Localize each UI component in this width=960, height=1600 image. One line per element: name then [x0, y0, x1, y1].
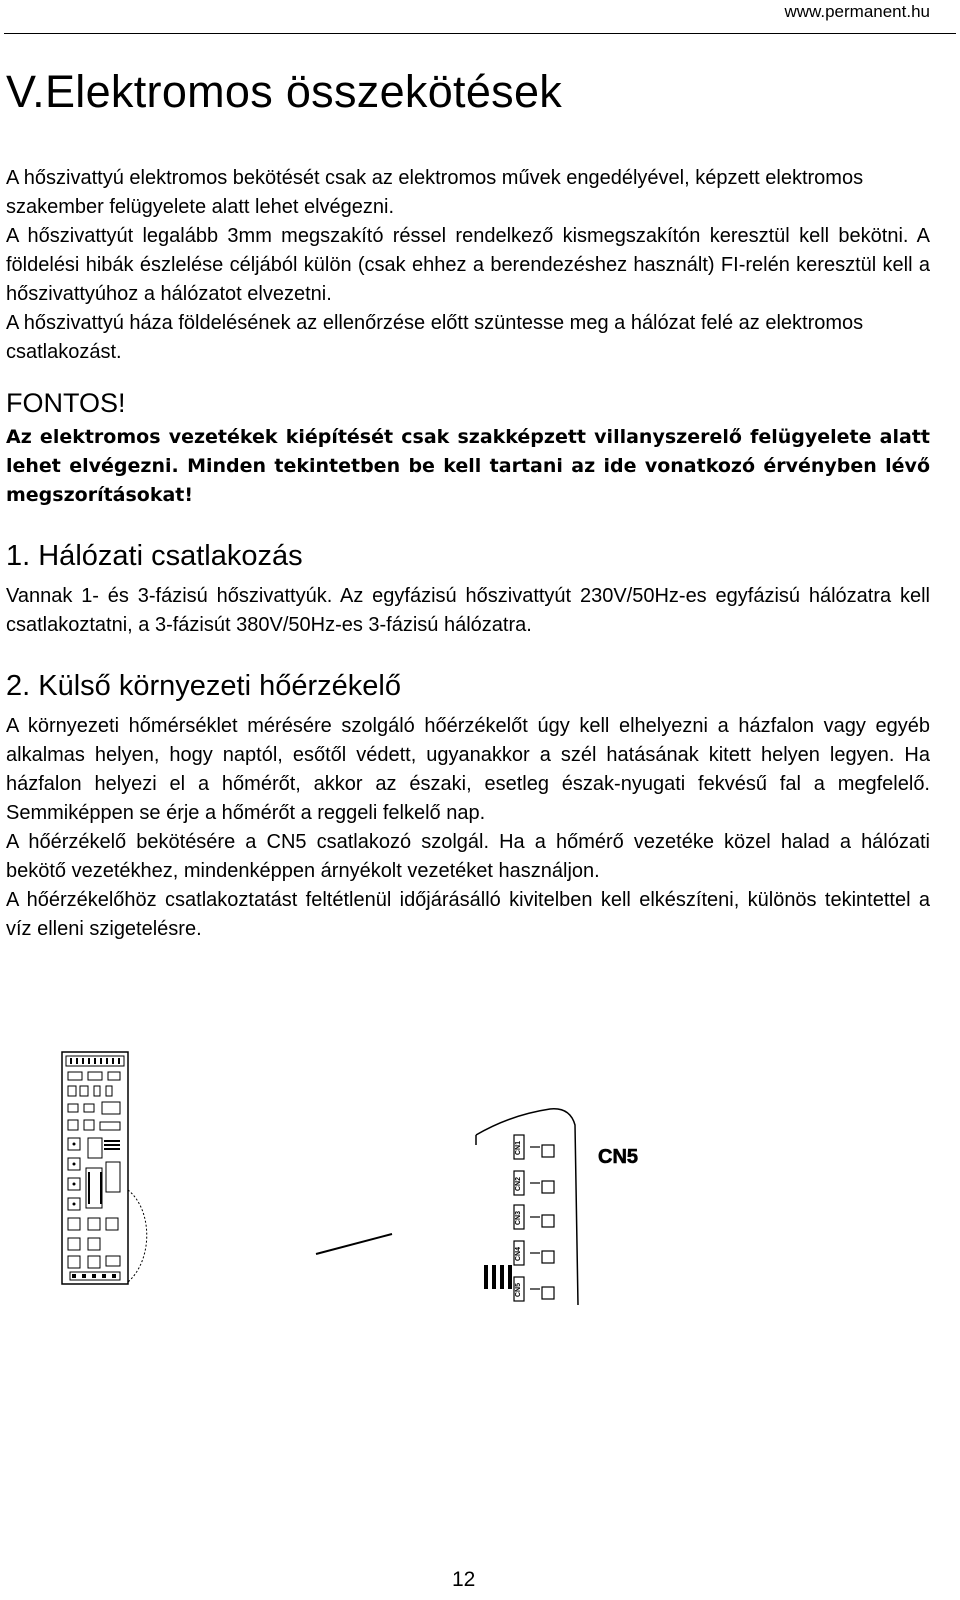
warning-text: Az elektromos vezetékek kiépítését csak szakképzett villanyszerelő felügyelete alatt lehet elvégezni. Minden tekintetben be kell tartani az ide vonatkozó érvényben lévő megszorításokat! [6, 426, 930, 506]
section-1-title: 1. Hálózati csatlakozás [6, 540, 303, 572]
connector-detail-diagram [470, 1105, 640, 1320]
intro-paragraph-1: A hőszivattyú elektromos bekötését csak az elektromos művek engedélyével, képzett elektromos szakember felügyelete alatt lehet elvégezni. [6, 167, 864, 218]
cn5-connector-label: CN5 [598, 1146, 639, 1168]
circuit-board-diagram [58, 1050, 148, 1290]
header-divider [4, 33, 956, 34]
main-content [6, 164, 930, 944]
header-url: www.permanent.hu [784, 2, 930, 21]
page-number: 12 [452, 1568, 476, 1591]
section-2-paragraph-3: A hőérzékelőhöz csatlakoztatást feltétlenül időjárásálló kivitelben kell elkészíteni, különös tekintettel a víz elleni szigetelésre. [6, 889, 930, 940]
section-1-text: Vannak 1- és 3-fázisú hőszivattyúk. Az egyfázisú hőszivattyút 230V/50Hz-es egyfázisú hálózatra kell csatlakoztatni, a 3-fázisút 380V/50Hz-es 3-fázisú hálózatra. [6, 585, 930, 636]
connector-pin-label: CN3 [515, 1210, 522, 1225]
section-2-title: 2. Külső környezeti hőérzékelő [6, 670, 401, 702]
warning-title: FONTOS! [6, 388, 126, 418]
connector-pin-label: CN4 [515, 1246, 522, 1261]
connector-pin-label: CN1 [515, 1140, 522, 1155]
connector-pin-label: CN5 [515, 1282, 522, 1297]
connector-pin-label: CN2 [515, 1176, 522, 1191]
page-title: V.Elektromos összekötések [6, 66, 563, 117]
section-2-paragraph-1: A környezeti hőmérséklet mérésére szolgáló hőérzékelőt úgy kell elhelyezni a házfalon vagy egyéb alkalmas helyen, hogy naptól, esőtől védett, ugyanakkor a szél hatásának kitett helyen legyen. Ha házfalon helyezi el a hőmérőt, akkor az északi, esetleg észak-nyugati fekvésű fal a megfelelő. Semmiképpen se érje a hőmérőt a reggeli felkelő nap. [6, 715, 930, 824]
intro-paragraph-3: A hőszivattyú háza földelésének az ellenőrzése előtt szüntesse meg a hálózat felé az elektromos csatlakozást. [6, 312, 864, 363]
section-2-paragraph-2: A hőérzékelő bekötésére a CN5 csatlakozó szolgál. Ha a hőmérő vezetéke közel halad a hálózati bekötő vezetékhez, mindenképpen árnyékolt vezetéket használjon. [6, 831, 930, 882]
intro-paragraph-2: A hőszivattyút legalább 3mm megszakító réssel rendelkező kismegszakítón keresztül kell bekötni. A földelési hibák észlelése céljából külön (csak ehhez a berendezéshez használt) FI-relén keresztül kell a hőszivattyúhoz a hálózatot elvezetni. [6, 225, 930, 305]
pointer-line [310, 1228, 400, 1258]
